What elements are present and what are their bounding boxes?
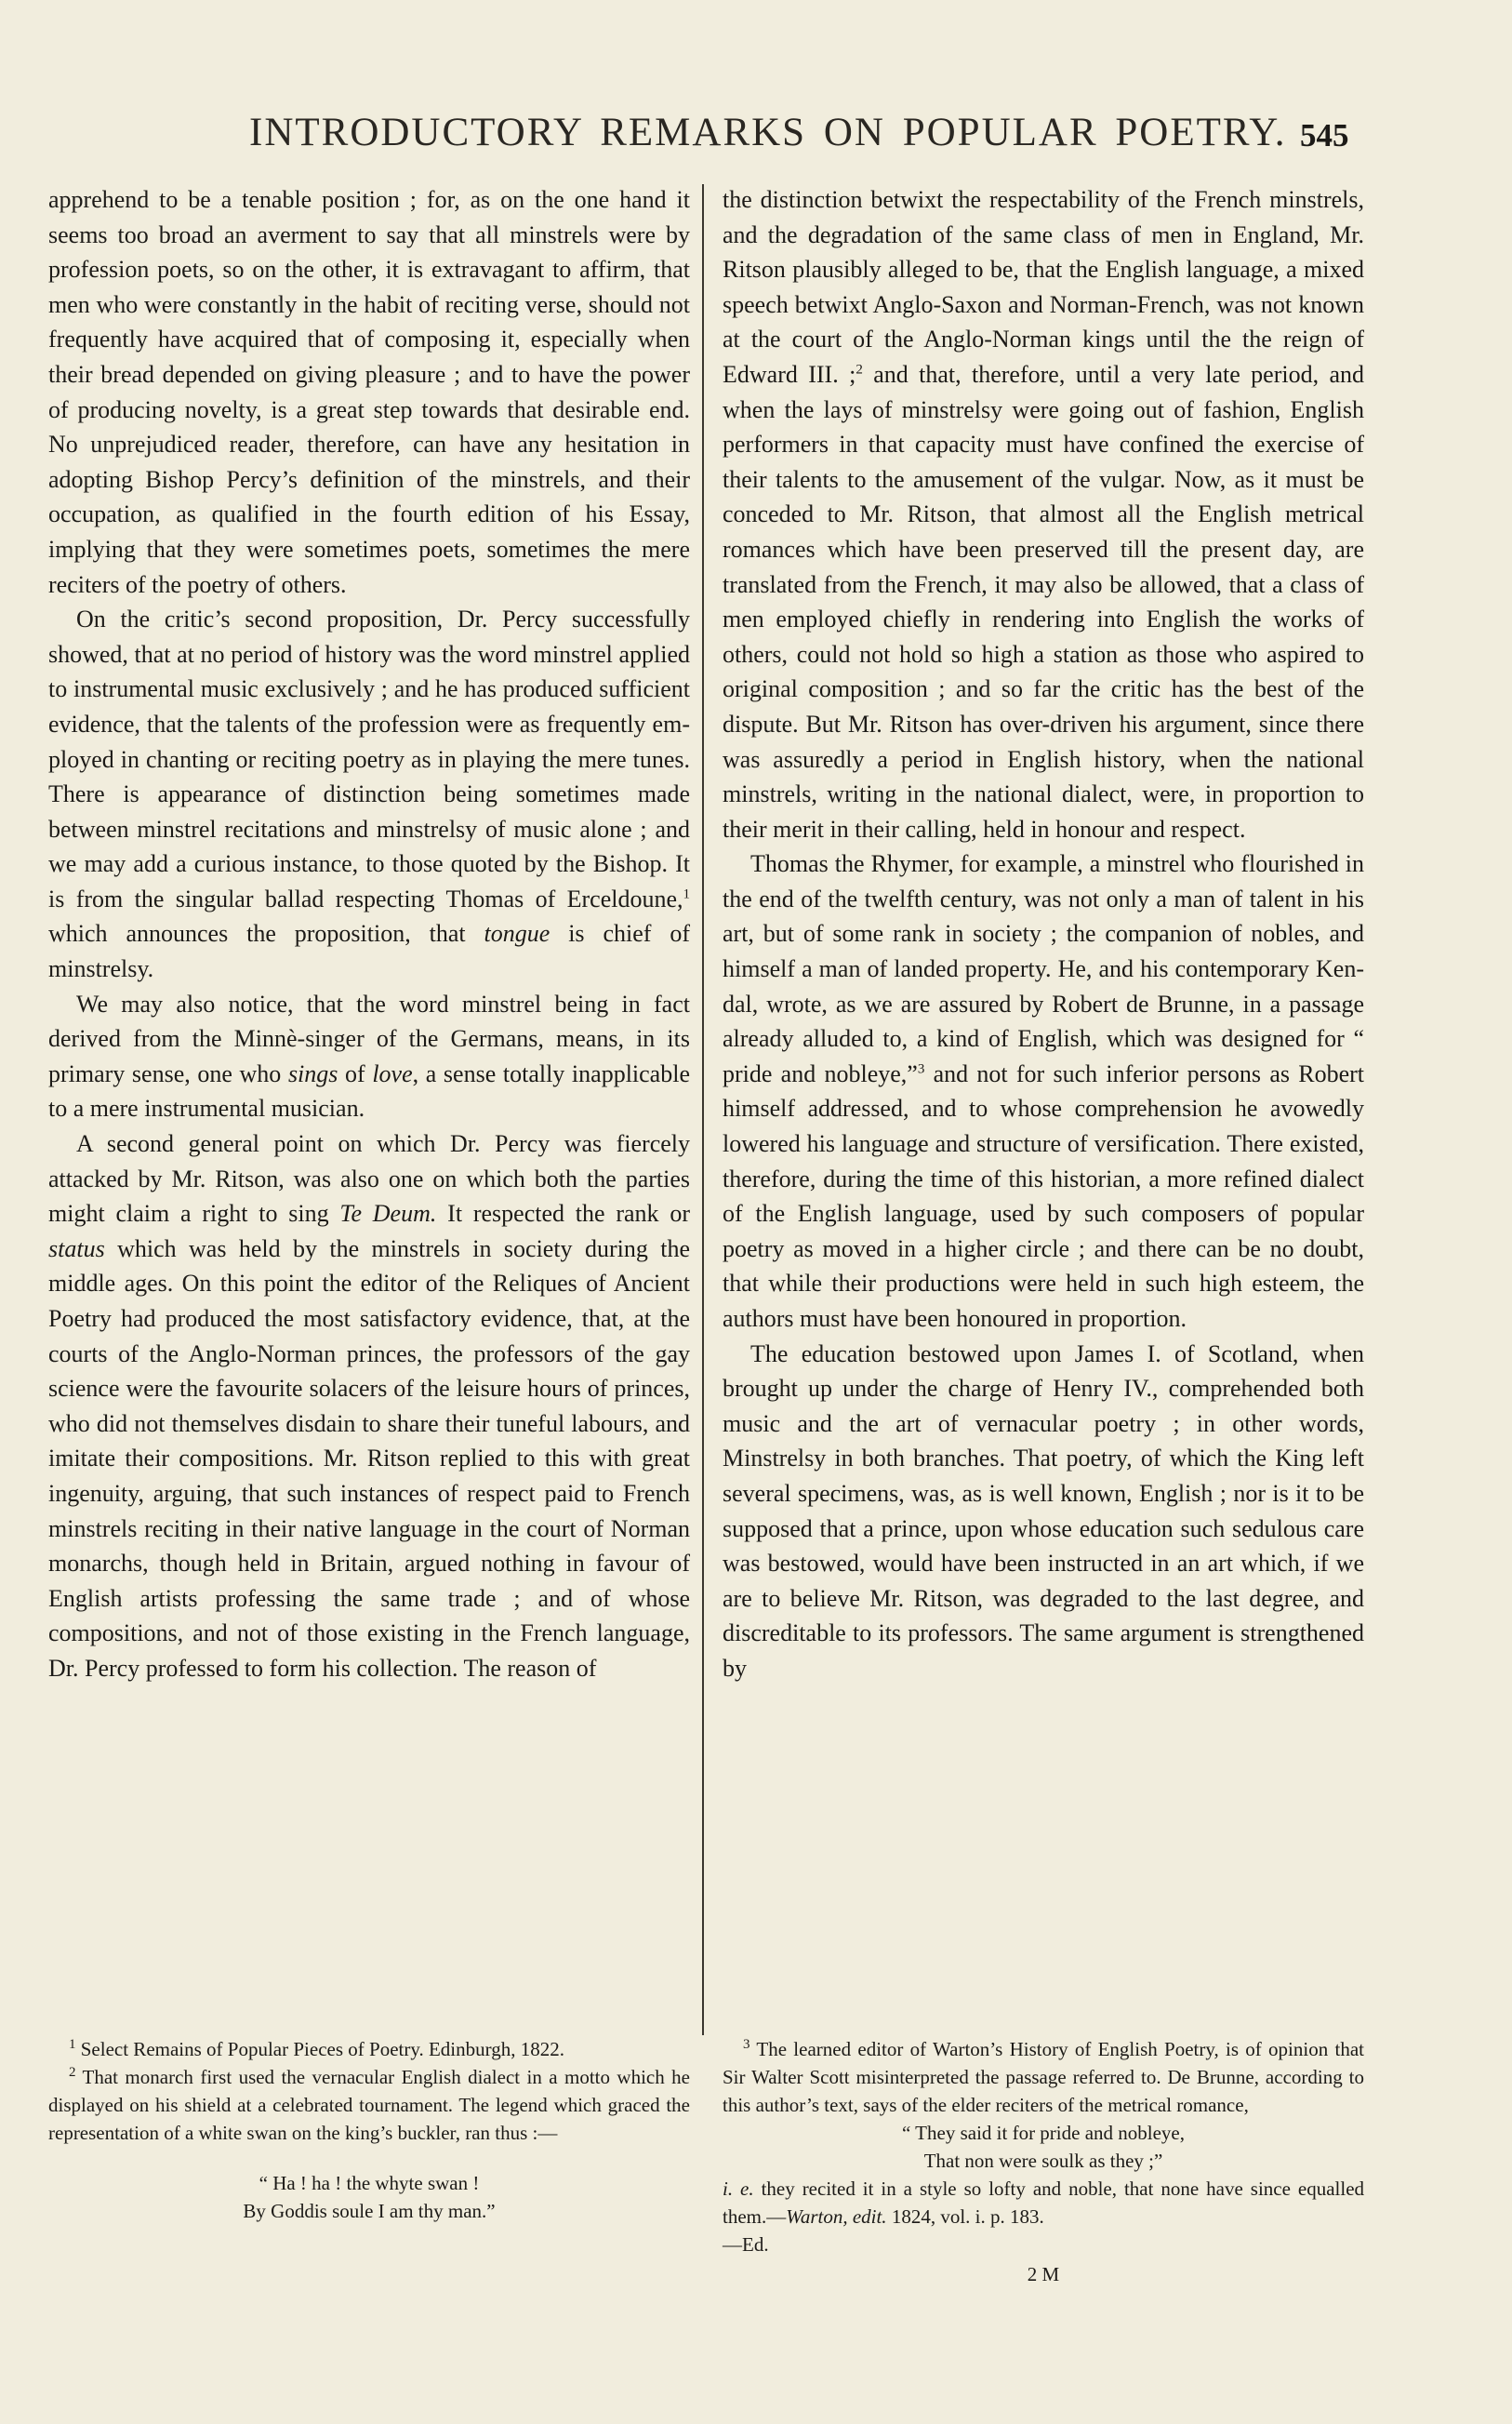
paragraph: The education bestowed upon James I. of Scotland, when brought up under the charge of Henry IV., comprehended both music and the art of vernacular poetry ; in other words, Minstrelsy in both branches. That poetry, of which the King left several specimens, was, as is well known, English ; nor is it to be supposed that a prince, upon whose education such sedulous care was bestowed, would have been instructed in an art which, if we are to believe Mr. Ritson, was degraded to the last degree, and discreditable to its professors. The same argument is strengthened by [723, 1339, 1364, 1682]
footnote-continuation: i. e. they recited it in a style so lofty and noble, that none have since equalled them.—Warton, edit. 1824, vol. i. p. 183. [723, 2178, 1365, 2228]
footnote-mark: 2 [69, 2065, 76, 2080]
column-divider [702, 184, 704, 2035]
paragraph: Thomas the Rhymer, for example, a minstrel who flourished in the end of the twelfth century, was not only a man of talent in his art, but of some rank in society ; the companion of nobles, and himself a man of landed property. He, and his contemporary Kendal, wrote, as we are assured by Robert de Brunne, in a passage already alluded to, a kind of English, which was designed for “ pride and nobleye,”$^3$ and not for such inferior persons as Robert himself addressed, and to whose comprehension he avowedly lowered his language and structure of versification. There existed, therefore, during the time of this historian, a more refined dialect of the English language, used by such composers of popular poetry as moved in a higher circle ; and there can be no doubt, that while their productions were held in such high esteem, the authors must have been honoured in proportion. [723, 850, 1365, 1332]
verse-line: That non were soulk as they ;” [923, 2150, 1163, 2172]
footnote-mark: 1 [69, 2037, 76, 2052]
left-column [48, 182, 690, 1686]
footnote: $^2$ That monarch first used the vernacular English dialect in a motto which he displayed on his shield at a celebrated tournament. The legend which graced the representation of a white swan on the king’s buckler, ran thus :— [48, 2065, 690, 2144]
verse-quote [48, 2169, 690, 2225]
footnote-ref[interactable]: 1 [683, 886, 690, 902]
verse-line: “ Ha ! ha ! the whyte swan ! [259, 2172, 480, 2194]
paragraph: apprehend to be a tenable position ; for, as on the one hand it seems too broad an averment to say that all minstrels were by profession poets, so on the other, it is extravagant to affirm, that men who were constantly in the habit of reciting verse, should not frequently have acquired that of composing it, especially when their bread depended on giving pleasure ; and to have the power of producing novelty, is a great step towards that desirable end. No unprejudiced reader, therefore, can have any hesitation in adopting Bishop Percy’s definition of the minstrels, and their occupation, as qualified in the fourth edition of his Essay, implying that they were sometimes poets, sometimes the mere reciters of the poetry of others. [48, 186, 690, 598]
footnote: $^3$ The learned editor of Warton’s History of English Poetry, is of opinion that Sir Walter Scott misinterpreted the passage referred to. De Brunne, according to this author’s text, says of the elder reciters of the metrical romance, [723, 2037, 1364, 2116]
paragraph: the distinction betwixt the respectability of the French minstrels, and the degradation of the same class of men in England, Mr. Ritson plausibly alleged to be, that the English language, a mixed speech betwixt Anglo-Saxon and Norman-French, was not known at the court of the Anglo-Norman kings until the the reign of Edward III. ;$^2$ and that, therefore, until a very late period, and when the lays of minstrelsy were going out of fashion, English performers in that capacity must have confined the exercise of their talents to the amusement of the vulgar. Now, as it must be conceded to Mr. Ritson, that almost all the English metrical romances which have been preserved till the present day, are translated from the French, it may also be allowed, that a class of men employed chiefly in rendering into English the works of others, could not hold so high a station as those who aspired to original composition ; and so far the critic has the best of the dispute. But Mr. Ritson has over-driven his argument, since there was assuredly a period in English history, when the national minstrels, writing in the national dialect, were, in proportion to their merit in their calling, held in honour and respect. [723, 186, 1364, 843]
page-header [0, 110, 1512, 166]
paragraph: A second general point on which Dr. Percy was fiercely attacked by Mr. Ritson, was also one on which both the parties might claim a right to sing Te Deum. It respected the rank or status which was held by the minstrels in society during the middle ages. On this point the editor of the Reliques of Ancient Poetry had produced the most satisfactory evidence, that, at the courts of the Anglo-Norman princes, the professors of the gay science were the favourite solacers of the leisure hours of princes, who did not themselves disdain to share their tuneful labours, and imitate their compositions. Mr. Ritson replied to this with great ingenuity, arguing, that such instances of respect paid to French minstrels reciting in their native language in the court of Norman monarchs, though held in Britain, argued nothing in favour of English artists professing the same trade ; and of whose compositions, and not of those existing in the French language, Dr. Percy professed to form his collection. The reason of [48, 1130, 690, 1682]
verse-line: “ They said it for pride and nobleye, [901, 2122, 1186, 2144]
paragraph: We may also notice, that the word minstrel being in fact derived from the Minnè-singer of the Germans, means, in its primary sense, one who sings of love, a sense totally inapplicable to a mere instrumental musician. [48, 990, 690, 1123]
paragraph: On the critic’s second proposition, Dr. Percy successfully showed, that at no period of history was the word minstrel applied to instrumental music exclusively ; and he has produced sufficient evidence, that the talents of the profession were as frequently employed in chanting or reciting poetry as in playing the mere tunes. There is appearance of distinction being sometimes made between minstrel recitations and minstrelsy of music alone ; and we may add a curious instance, to those quoted by the Bishop. It is from the singular ballad respecting Thomas of Erceldoune,$^1$ which announces the proposition, that tongue is chief of minstrelsy. [48, 606, 690, 983]
verse-line: By Goddis soule I am thy man.” [243, 2200, 496, 2222]
footnote-mark: 3 [743, 2037, 750, 2052]
footnote-ref[interactable]: 3 [917, 1061, 925, 1077]
footnote: $^1$ Select Remains of Popular Pieces of Poetry. Edinburgh, 1822. [69, 2037, 565, 2060]
running-title: INTRODUCTORY REMARKS ON POPULAR POETRY. [249, 111, 1287, 154]
footnotes-left [48, 2035, 690, 2225]
footnote-ref[interactable]: 2 [855, 362, 863, 378]
footnotes-right [723, 2035, 1364, 2288]
right-column [723, 182, 1364, 1686]
page-number: 545 [1300, 117, 1349, 153]
editor-mark: —Ed. [723, 2233, 769, 2256]
signature-mark: 2 M [1027, 2263, 1060, 2285]
